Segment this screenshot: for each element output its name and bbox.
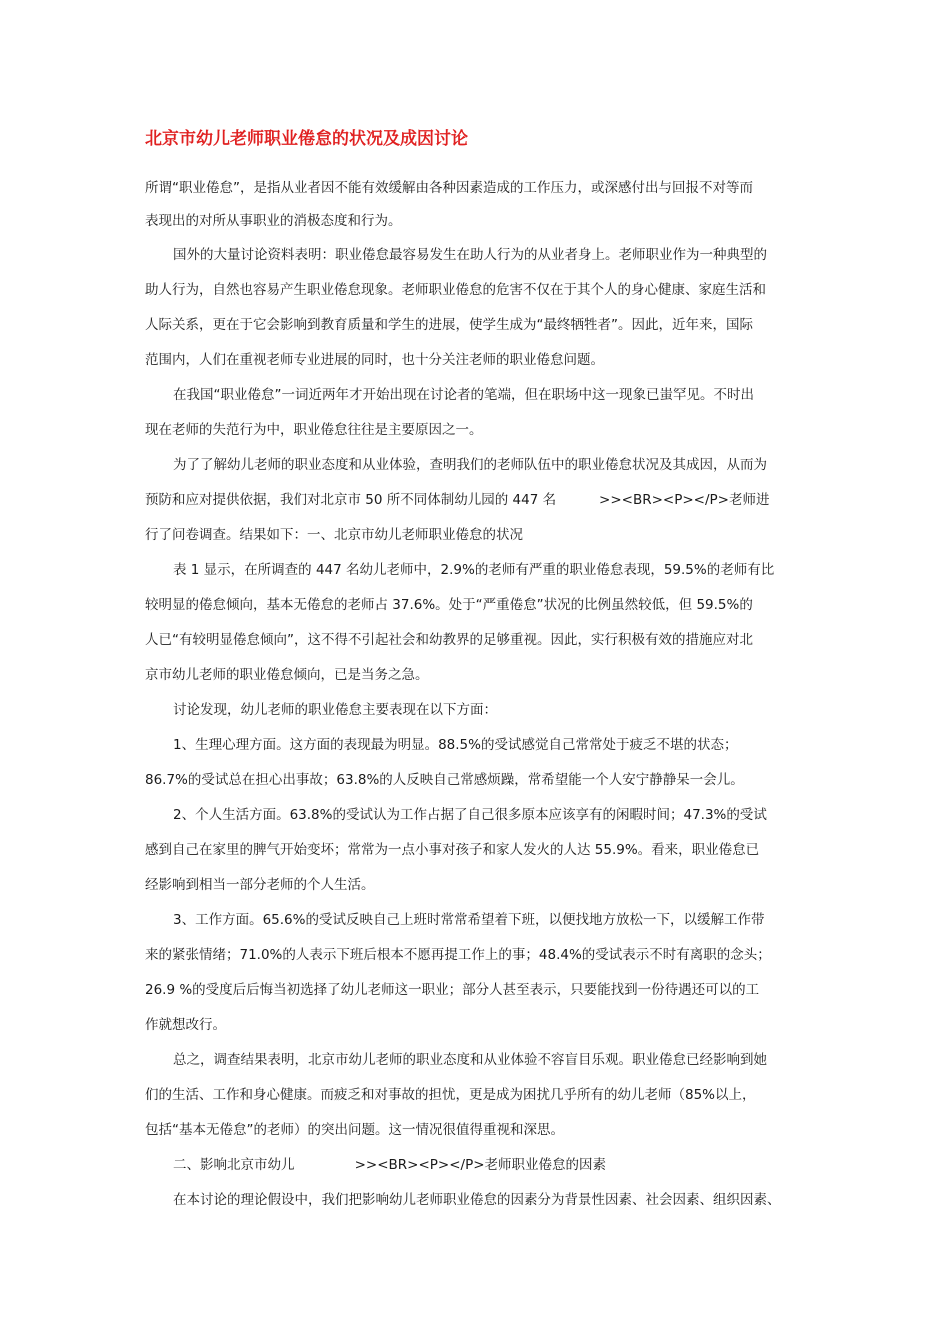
text-line: 在本讨论的理论假设中，我们把影响幼儿老师职业倦怠的因素分为背景性因素、社会因素、组织因素、 (173, 1192, 781, 1208)
text-line: 表 1 显示，在所调查的 447 名幼儿老师中，2.9%的老师有严重的职业倦怠表现，59.5%的老师有比 (173, 562, 775, 578)
text-line: 2、个人生活方面。63.8%的受试认为工作占据了自己很多原本应该享有的闲暇时间；47.3%的受试 (173, 807, 767, 823)
text-line: 总之，调查结果表明，北京市幼儿老师的职业态度和从业体验不容盲目乐观。职业倦怠已经影响到她 (173, 1052, 767, 1068)
text-line: 讨论发现，幼儿老师的职业倦怠主要表现在以下方面： (173, 702, 497, 718)
text-line: 预防和应对提供依据，我们对北京市 50 所不同体制幼儿园的 447 名 >><BR><P></P>老师进 (145, 492, 770, 508)
section-heading: 二、影响北京市幼儿 >><BR><P></P>老师职业倦怠的因素 (173, 1157, 607, 1173)
text-line: 较明显的倦怠倾向，基本无倦怠的老师占 37.6%。处于“严重倦怠”状况的比例虽然较低，但 59.5%的 (145, 597, 753, 613)
text-line: 现在老师的失范行为中，职业倦怠往往是主要原因之一。 (145, 422, 483, 438)
text-line: 表现出的对所从事职业的消极态度和行为。 (145, 213, 402, 229)
text-line: 在我国“职业倦怠”一词近两年才开始出现在讨论者的笔端，但在职场中这一现象已蚩罕见。不时出 (173, 387, 754, 403)
text-line: 行了问卷调查。结果如下：一、北京市幼儿老师职业倦怠的状况 (145, 527, 523, 543)
text-line: 3、工作方面。65.6%的受试反映自己上班时常常希望着下班，以便找地方放松一下，以缓解工作带 (173, 912, 765, 928)
text-line: 所谓“职业倦怠”，是指从业者因不能有效缓解由各种因素造成的工作压力，或深感付出与回报不对等而 (145, 180, 753, 196)
text-line: 感到自己在家里的脾气开始变坏；常常为一点小事对孩子和家人发火的人达 55.9%。看来，职业倦怠已 (145, 842, 760, 858)
text-line: 范围内，人们在重视老师专业进展的同时，也十分关注老师的职业倦怠问题。 (145, 352, 604, 368)
text-line: 们的生活、工作和身心健康。而疲乏和对事故的担忧，更是成为困扰几乎所有的幼儿老师（85%以上， (145, 1087, 756, 1103)
text-line: 京市幼儿老师的职业倦怠倾向，已是当务之急。 (145, 667, 429, 683)
text-line: 作就想改行。 (145, 1017, 226, 1033)
text-line: 来的紧张情绪；71.0%的人表示下班后根本不愿再提工作上的事；48.4%的受试表示不时有离职的念头； (145, 947, 771, 963)
text-line: 经影响到相当一部分老师的个人生活。 (145, 877, 375, 893)
text-line: 国外的大量讨论资料表明：职业倦怠最容易发生在助人行为的从业者身上。老师职业作为一种典型的 (173, 247, 767, 263)
text-line: 人际关系，更在于它会影响到教育质量和学生的进展，使学生成为“最终牺牲者”。因此，近年来，国际 (145, 317, 753, 333)
text-line: 包括“基本无倦怠”的老师）的突出问题。这一情况很值得重视和深思。 (145, 1122, 564, 1138)
text-line: 86.7%的受试总在担心出事故；63.8%的人反映自己常感烦躁，常希望能一个人安宁静静呆一会儿。 (145, 772, 744, 788)
text-line: 1、生理心理方面。这方面的表现最为明显。88.5%的受试感觉自己常常处于疲乏不堪的状态； (173, 737, 738, 753)
document-title: 北京市幼儿老师职业倦怠的状况及成因讨论 (145, 129, 468, 149)
text-line: 为了了解幼儿老师的职业态度和从业体验，查明我们的老师队伍中的职业倦怠状况及其成因，从而为 (173, 457, 767, 473)
text-line: 人已“有较明显倦怠倾向”，这不得不引起社会和幼教界的足够重视。因此，实行积极有效的措施应对北 (145, 632, 753, 648)
text-line: 26.9 %的受度后后悔当初选择了幼儿老师这一职业；部分人甚至表示，只要能找到一份待遇还可以的工 (145, 982, 760, 998)
text-line: 助人行为，自然也容易产生职业倦怠现象。老师职业倦怠的危害不仅在于其个人的身心健康、家庭生活和 (145, 282, 766, 298)
